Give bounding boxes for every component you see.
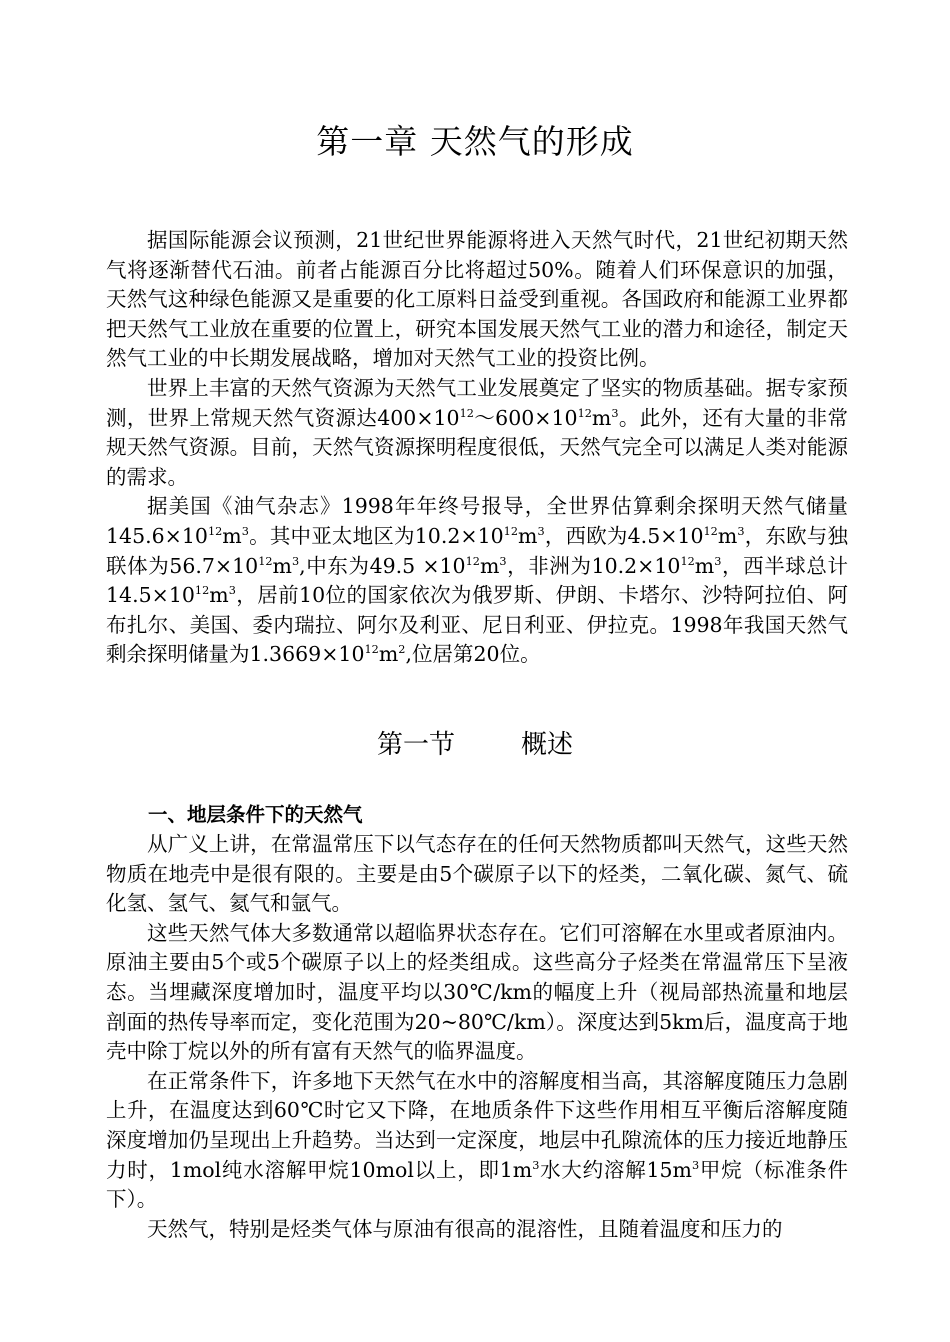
intro-text bbox=[106, 226, 848, 670]
superscript: 12 bbox=[577, 406, 592, 420]
paragraph: 这些天然气体大多数通常以超临界状态存在。它们可溶解在水里或者原油内。原油主要由5个或5个碳原子以上的烃类组成。这些高分子烃类在常温常压下呈液态。当埋藏深度增加时，温度平均以30℃/km的幅度上升（视局部热流量和地层剖面的热传导率而定，变化范围为20~80℃/km）。深度达到5km后，温度高于地壳中除丁烷以外的所有富有天然气的临界温度。 bbox=[106, 920, 848, 1064]
superscript: 12 bbox=[465, 554, 480, 568]
superscript: 12 bbox=[503, 525, 518, 539]
subsection-title: 一、地层条件下的天然气 bbox=[148, 803, 363, 826]
superscript: 12 bbox=[459, 406, 474, 420]
superscript: 3 bbox=[228, 584, 236, 598]
superscript: 12 bbox=[680, 554, 695, 568]
superscript: 12 bbox=[364, 643, 379, 657]
superscript: 3 bbox=[714, 554, 722, 568]
superscript: 3 bbox=[692, 1158, 700, 1172]
superscript: 3 bbox=[537, 525, 545, 539]
section-text bbox=[106, 830, 848, 1244]
paragraph: 从广义上讲，在常温常压下以气态存在的任何天然物质都叫天然气，这些天然物质在地壳中是很有限的。主要是由5个碳原子以下的烃类，二氧化碳、氮气、硫化氢、氢气、氦气和氩气。 bbox=[106, 832, 848, 916]
paragraph: 天然气，特别是烃类气体与原油有很高的混溶性，且随着温度和压力的 bbox=[147, 1216, 783, 1241]
superscript: 3 bbox=[292, 554, 300, 568]
superscript: 2 bbox=[398, 643, 406, 657]
superscript: 12 bbox=[207, 525, 223, 539]
section-name: 概述 bbox=[521, 730, 574, 760]
superscript: 12 bbox=[258, 554, 273, 568]
section-number: 第一节 bbox=[376, 730, 455, 760]
paragraph: 在正常条件下，许多地下天然气在水中的溶解度相当高，其溶解度随压力急剧上升，在温度达到60℃时它又下降，在地质条件下这些作用相互平衡后溶解度随深度增加仍呈现出上升趋势。当达到一定深度，地层中孔隙流体的压力接近地静压力时，1mol纯水溶解甲烷10mol以上，即$1m^3$水大约溶解$15m^3$甲烷（标准条件下）。 bbox=[106, 1068, 849, 1212]
superscript: 3 bbox=[737, 525, 745, 539]
paragraph: 据国际能源会议预测，21世纪世界能源将进入天然气时代，21世纪初期天然气将逐渐替代石油。前者占能源百分比将超过50%。随着人们环保意识的加强，天然气这种绿色能源又是重要的化工原料日益受到重视。各国政府和能源工业界都把天然气工业放在重要的位置上，研究本国发展天然气工业的潜力和途径，制定天然气工业的中长期发展战略，增加对天然气工业的投资比例。 bbox=[106, 228, 848, 371]
superscript: 3 bbox=[611, 406, 619, 420]
superscript: 3 bbox=[241, 525, 249, 539]
superscript: 3 bbox=[532, 1158, 540, 1172]
paragraph: 据美国《油气杂志》1998年年终号报导，全世界估算剩余探明天然气储量$145.6\times 10^{12}m^3$。其中亚太地区为$10.2\times 10^{12}m^3$，西欧为$4.5\times 10^{12}m^3$，东欧与独联体为$56.7\times 10^{12}m^3$,中东为$49.5 \times 10^{12}m^3$，非洲为$10.2\times 10^{12}m^3$，西半球总计$14.5\times 10^{12}m^3$，居前10位的国家依次为俄罗斯、伊朗、卡塔尔、沙特阿拉伯、阿布扎尔、美国、委内瑞拉、阿尔及利亚、尼日利亚、伊拉克。1998年我国天然气剩余探明储量为$1.3669\times 10^{12}m^2$,位居第20位。 bbox=[106, 494, 848, 667]
section-title bbox=[0, 727, 950, 763]
superscript: 12 bbox=[194, 584, 210, 598]
superscript: 12 bbox=[703, 525, 718, 539]
superscript: 3 bbox=[499, 554, 507, 568]
paragraph: 世界上丰富的天然气资源为天然气工业发展奠定了坚实的物质基础。据专家预测，世界上常规天然气资源达$400\times 10^{12}\sim 600\times 10^{12}m^3$。此外，还有大量的非常规天然气资源。目前，天然气资源探明程度很低，天然气完全可以满足人类对能源的需求。 bbox=[106, 375, 849, 489]
chapter-title: 第一章 天然气的形成 bbox=[316, 122, 634, 161]
